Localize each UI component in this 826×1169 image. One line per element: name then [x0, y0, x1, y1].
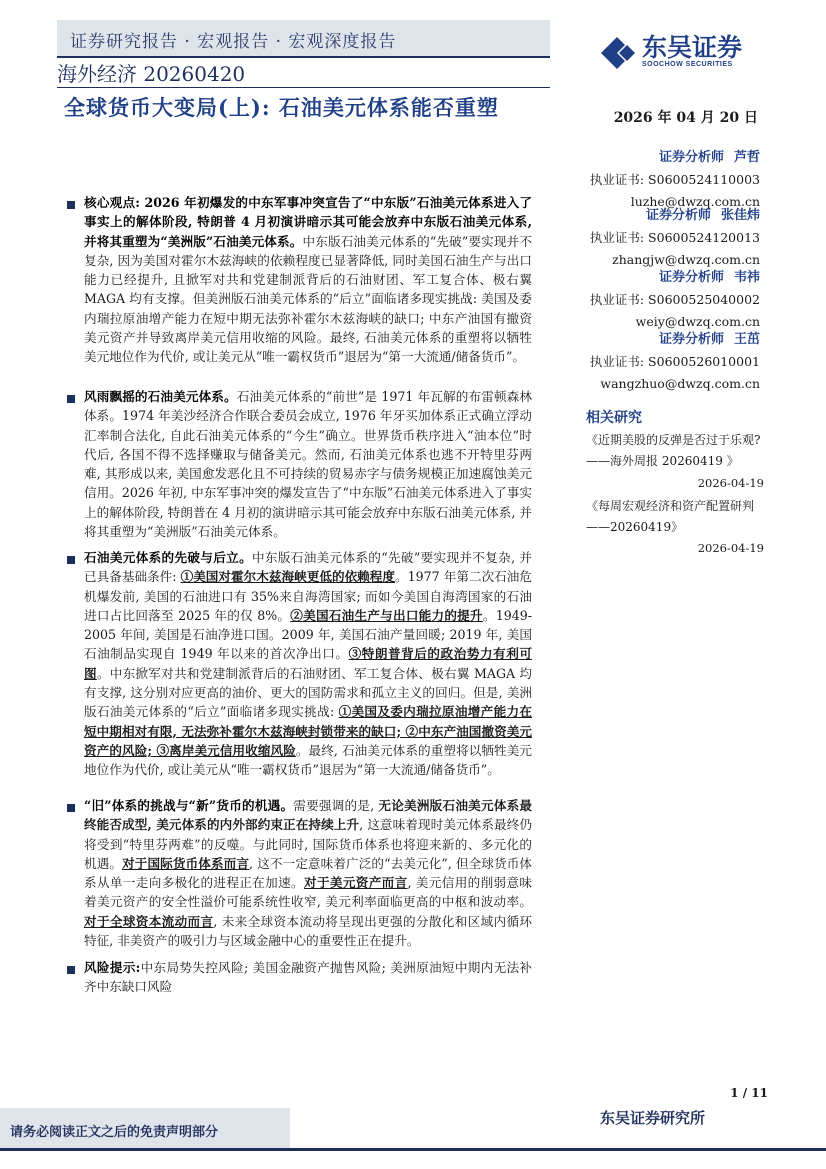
logo-name-en: SOOCHOW SECURITIES: [642, 61, 733, 68]
paragraph-text: 需要强调的是,: [293, 798, 379, 813]
analyst-block: [560, 329, 760, 395]
risk-lead: 风险提示:: [84, 960, 141, 975]
bullet-icon: [67, 395, 75, 403]
cert-label: 执业证书:: [589, 230, 645, 245]
analyst-name: 张佳炜: [720, 208, 760, 223]
history-lead: 风雨飘摇的石油美元体系。: [84, 389, 237, 404]
cert-number: S0600524120013: [648, 230, 760, 245]
analyst-title: 证券分析师: [658, 150, 724, 165]
analyst-email[interactable]: zhangjw@dwzq.com.cn: [612, 252, 760, 267]
related-report-link[interactable]: 《近期美股的反弹是否过于乐观? ——海外周报 20260419 》: [586, 433, 761, 468]
analyst-email[interactable]: weiy@dwzq.com.cn: [635, 314, 760, 329]
series-divider: [57, 87, 550, 88]
analyst-email[interactable]: luzhe@dwzq.com.cn: [630, 194, 760, 209]
cert-number: S0600524110003: [648, 172, 760, 187]
risk-text: 中东局势失控风险; 美国金融资产抛售风险; 美洲原油短中期内无法补齐中东缺口风险: [84, 960, 532, 995]
history-text: 石油美元体系的“前世”是 1971 年瓦解的布雷顿森林体系。1974 年美沙经济合作联合委员会成立, 1976 年牙买加体系正式确立浮动汇率制合法化, 自此石油美元体系的“今生”确立。世界货币秩序进入“油本位”时代后, 各国不得不选择赚取与储备美元。然而, 石油美元体系也逃不开特里芬两难, 其形成以来, 美国愈发恶化且不可持续的贸易赤字与债务规模正加速腐蚀美元信用。2026 年初, 中东军事冲突的爆发宣告了“中东版”石油美元体系进入了事实上的解体阶段, 特朗普在 4 月初的演讲暗示其可能会放弃中东版石油美元体系, 并将其重塑为“美洲版”石油美元体系。: [84, 389, 533, 540]
analyst-title: 证券分析师: [645, 208, 711, 223]
footer-divider: [0, 1148, 826, 1151]
analyst-name: 韦祎: [733, 270, 760, 285]
cert-label: 执业证书:: [589, 292, 645, 307]
paragraph-text: , 美元信用的削弱意味着美元资产的安全性溢价可能系统性收窄, 美元利率面临更高的中枢和波动率。: [84, 875, 533, 910]
analyst-name: 芦哲: [733, 150, 760, 165]
core-view-paragraph: [84, 193, 532, 367]
key-point: 对于国际货币体系而言: [122, 855, 250, 871]
break-build-paragraph: [84, 548, 532, 780]
break-build-lead: 石油美元体系的先破与后立。: [84, 550, 252, 565]
analyst-title: 证券分析师: [658, 332, 724, 347]
challenge-lead: “旧”体系的挑战与“新”货币的机遇。: [84, 798, 294, 813]
challenge-paragraph: [84, 796, 532, 950]
report-series: 海外经济 20260420: [57, 62, 246, 86]
paragraph-text: , 未来全球资本流动将呈现出更强的分散化和区域内循环特征, 非美资产的吸引力与区域金融中心的重要性正在提升。: [84, 913, 533, 949]
bullet-icon: [67, 201, 75, 209]
analyst-email[interactable]: wangzhuo@dwzq.com.cn: [600, 376, 760, 391]
paragraph-text: 。1949-2005 年间, 美国是石油净进口国。2009 年, 美国石油产量回暖; 2019 年, 美国石油制品实现自 1949 年以来的首次净出口。: [84, 607, 533, 662]
key-point: ②美国石油生产与出口能力的提升: [290, 607, 483, 623]
key-point: ①美国及委内瑞拉原油增产能力在短中期相对有限, 无法弥补霍尔木兹海峡封锁带来的缺口; ②中东产油国撤资美元资产的风险; ③离岸美元信用收缩风险: [84, 704, 533, 758]
risk-paragraph: [84, 958, 532, 997]
related-research-heading: 相关研究: [586, 410, 642, 426]
page-number: 1 / 11: [730, 1086, 768, 1100]
analyst-name: 王茁: [733, 332, 760, 347]
soochow-logo-icon: [597, 33, 637, 73]
report-title: 全球货币大变局(上): 石油美元体系能否重塑: [64, 95, 499, 120]
analyst-block: [560, 147, 760, 213]
analyst-title: 证券分析师: [658, 270, 724, 285]
disclaimer-notice: 请务必阅读正文之后的免责声明部分: [10, 1125, 219, 1140]
footer-institute: 东吴证券研究所: [600, 1109, 706, 1127]
bullet-icon: [67, 804, 75, 812]
paragraph-text: 中东版石油美元体系的“先破”要实现并不复杂, 并已具备基础条件:: [84, 550, 532, 585]
bullet-icon: [67, 966, 75, 974]
paragraph-text: 。最终, 石油美元体系的重塑将以牺牲美元地位作为代价, 或让美元从“唯一霸权货币”退居为“第一大流通/储备货币”。: [84, 742, 532, 778]
paragraph-text: , 这不一定意味着广泛的“去美元化”, 但全球货币体系从单一走向多极化的进程正在加速。: [84, 855, 533, 891]
core-view-lead: 核心观点: 2026 年初爆发的中东军事冲突宣告了“中东版”石油美元体系进入了事实上的解体阶段, 特朗普 4 月初演讲暗示其可能会放弃中东版石油美元体系, 并将其重塑为“美洲版”石油美元体系。: [84, 195, 532, 249]
core-view-text: 中东版石油美元体系的“先破”要实现并不复杂, 因为美国对霍尔木兹海峡的依赖程度已显著降低, 同时美国石油生产与出口能力已经提升, 且掀军对共和党建制派背后的石油财团、军工复合体、极右翼 MAGA 均有支撑。但美洲版石油美元体系的“后立”面临诸多现实挑战: 美国及委内瑞拉原油增产能力在短中期无法弥补霍尔木兹海峡的缺口; 中东产油国有撤资美元资产并导致离岸美元信用收缩的风险。最终, 石油美元体系的重塑将以牺牲美元地位作为代价, 或让美元从“唯一霸权货币”退居为“第一大流通/储备货币”。: [84, 233, 532, 365]
bullet-icon: [67, 556, 75, 564]
analyst-block: [560, 267, 760, 333]
analyst-block: [560, 205, 760, 271]
logo-name-cn: 东吴证券: [642, 33, 743, 62]
key-point: ①美国对霍尔木兹海峡更低的依赖程度: [180, 569, 396, 585]
paragraph-text: 。1977 年第二次石油危机爆发前, 美国的石油进口有 35%来自海湾国家; 而如今美国自海湾国家的石油进口占比回落至 2025 年的仅 8%。: [84, 569, 533, 623]
cert-number: S0600525040002: [648, 292, 760, 307]
related-report-date: 2026-04-19: [697, 476, 764, 490]
related-report-date: 2026-04-19: [697, 541, 764, 555]
key-point: 对于全球资本流动而言: [84, 913, 214, 929]
key-point: 无论美洲版石油美元体系最终能否成型, 美元体系的内外部约束正在持续上升: [84, 798, 532, 833]
cert-label: 执业证书:: [589, 172, 645, 187]
cert-number: S0600526010001: [648, 354, 760, 369]
key-point: ③特朗普背后的政治势力有利可图: [84, 646, 532, 681]
related-report-link[interactable]: 《每周宏观经济和资产配置研判——20260419》: [586, 499, 755, 534]
report-date: 2026 年 04 月 20 日: [613, 110, 758, 126]
paragraph-text: 。中东掀军对共和党建制派背后的石油财团、军工复合体、极右翼 MAGA 均有支撑, 这分别对应更高的油价、更大的国防需求和孤立主义的回归。但是, 美洲版石油美元体系的“后立”面临诸多现实挑战:: [84, 665, 532, 720]
report-category: 证券研究报告 · 宏观报告 · 宏观深度报告: [70, 32, 397, 52]
paragraph-text: , 这意味着现时美元体系最终仍将受到“特里芬两难”的反噬。与此同时, 国际货币体系也将迎来新的、多元化的机遇。: [84, 817, 532, 871]
cert-label: 执业证书:: [589, 354, 645, 369]
history-paragraph: [84, 387, 532, 541]
key-point: 对于美元资产而言: [304, 875, 408, 891]
